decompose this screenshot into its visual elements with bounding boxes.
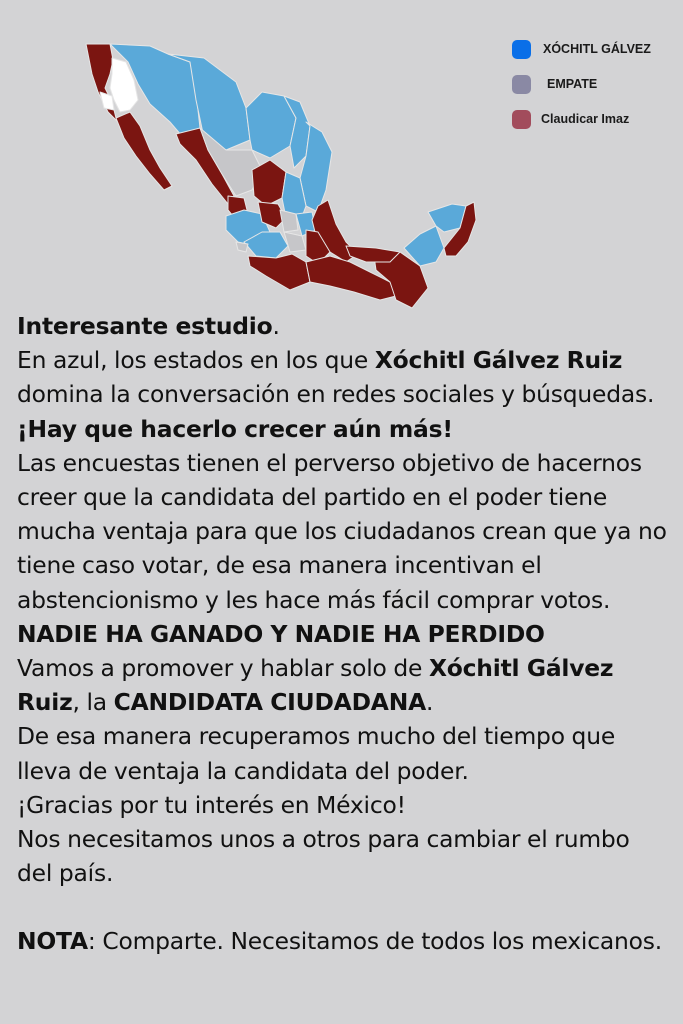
post-text: , la bbox=[72, 688, 114, 717]
legend-item-xochitl bbox=[512, 40, 651, 58]
legend-swatch-blue bbox=[512, 40, 531, 59]
legend-item-empate bbox=[512, 75, 651, 93]
legend-label: EMPATE bbox=[547, 77, 598, 91]
post-paragraph-3 bbox=[17, 446, 674, 651]
post-text: Vamos a promover y hablar solo de bbox=[17, 654, 429, 683]
post-text: En azul, los estados en los que bbox=[17, 346, 375, 375]
post-bold-candidata: CANDIDATA CIUDADANA bbox=[113, 688, 426, 717]
post-text: domina la conversación en redes sociales y búsquedas. bbox=[17, 380, 655, 409]
map-legend bbox=[512, 40, 651, 145]
post-paragraph-7: Nos necesitamos unos a otros para cambiar el rumbo del país. bbox=[17, 825, 630, 888]
post-heading: Interesante estudio bbox=[17, 312, 273, 340]
post-text: : Comparte. Necesitamos de todos los mexicanos. bbox=[87, 927, 662, 956]
post-paragraph-note bbox=[17, 924, 667, 958]
post-text: . bbox=[272, 312, 280, 340]
state-baja-california-sur bbox=[116, 112, 172, 190]
post-bold-name: Xóchitl Gálvez Ruiz bbox=[374, 346, 623, 375]
legend-label: XÓCHITL GÁLVEZ bbox=[543, 42, 651, 56]
post-bold-nota: NOTA bbox=[17, 927, 88, 956]
post-paragraph-5: De esa manera recuperamos mucho del tiempo que lleva de ventaja la candidata del poder. bbox=[17, 722, 616, 785]
legend-label: Claudicar Imaz bbox=[541, 112, 630, 126]
state-tabasco bbox=[346, 246, 400, 262]
post-paragraph-6: ¡Gracias por tu interés en México! bbox=[17, 790, 406, 819]
post-bold-exclamation: ¡Hay que hacerlo crecer aún más! bbox=[17, 414, 453, 443]
post-text: . bbox=[425, 688, 434, 717]
legend-swatch-gray bbox=[512, 75, 531, 94]
post-bold-name: Xóchitl Gálvez Ruiz bbox=[17, 654, 614, 717]
paragraph-gap bbox=[17, 890, 667, 924]
legend-swatch-red bbox=[512, 110, 531, 129]
post-text: Las encuestas tienen el perverso objetivo de hacernos creer que la candidata del partido en el poder tiene mucha ventaja para que los ciudadanos crean que ya no tiene caso votar, de esa manera incentivan el abstencionismo y les hace más fácil comprar votos. bbox=[17, 448, 674, 614]
post-bold-slogan: NADIE HA GANADO Y NADIE HA PERDIDO bbox=[17, 619, 545, 648]
post-paragraph-1 bbox=[17, 309, 667, 343]
post-paragraph-4 bbox=[17, 651, 667, 719]
state-zacatecas bbox=[252, 160, 286, 206]
legend-item-claudicar bbox=[512, 110, 651, 128]
post-body bbox=[17, 309, 674, 959]
state-guerrero bbox=[248, 254, 310, 290]
post-paragraph-2 bbox=[17, 343, 667, 446]
state-colima bbox=[236, 242, 248, 252]
